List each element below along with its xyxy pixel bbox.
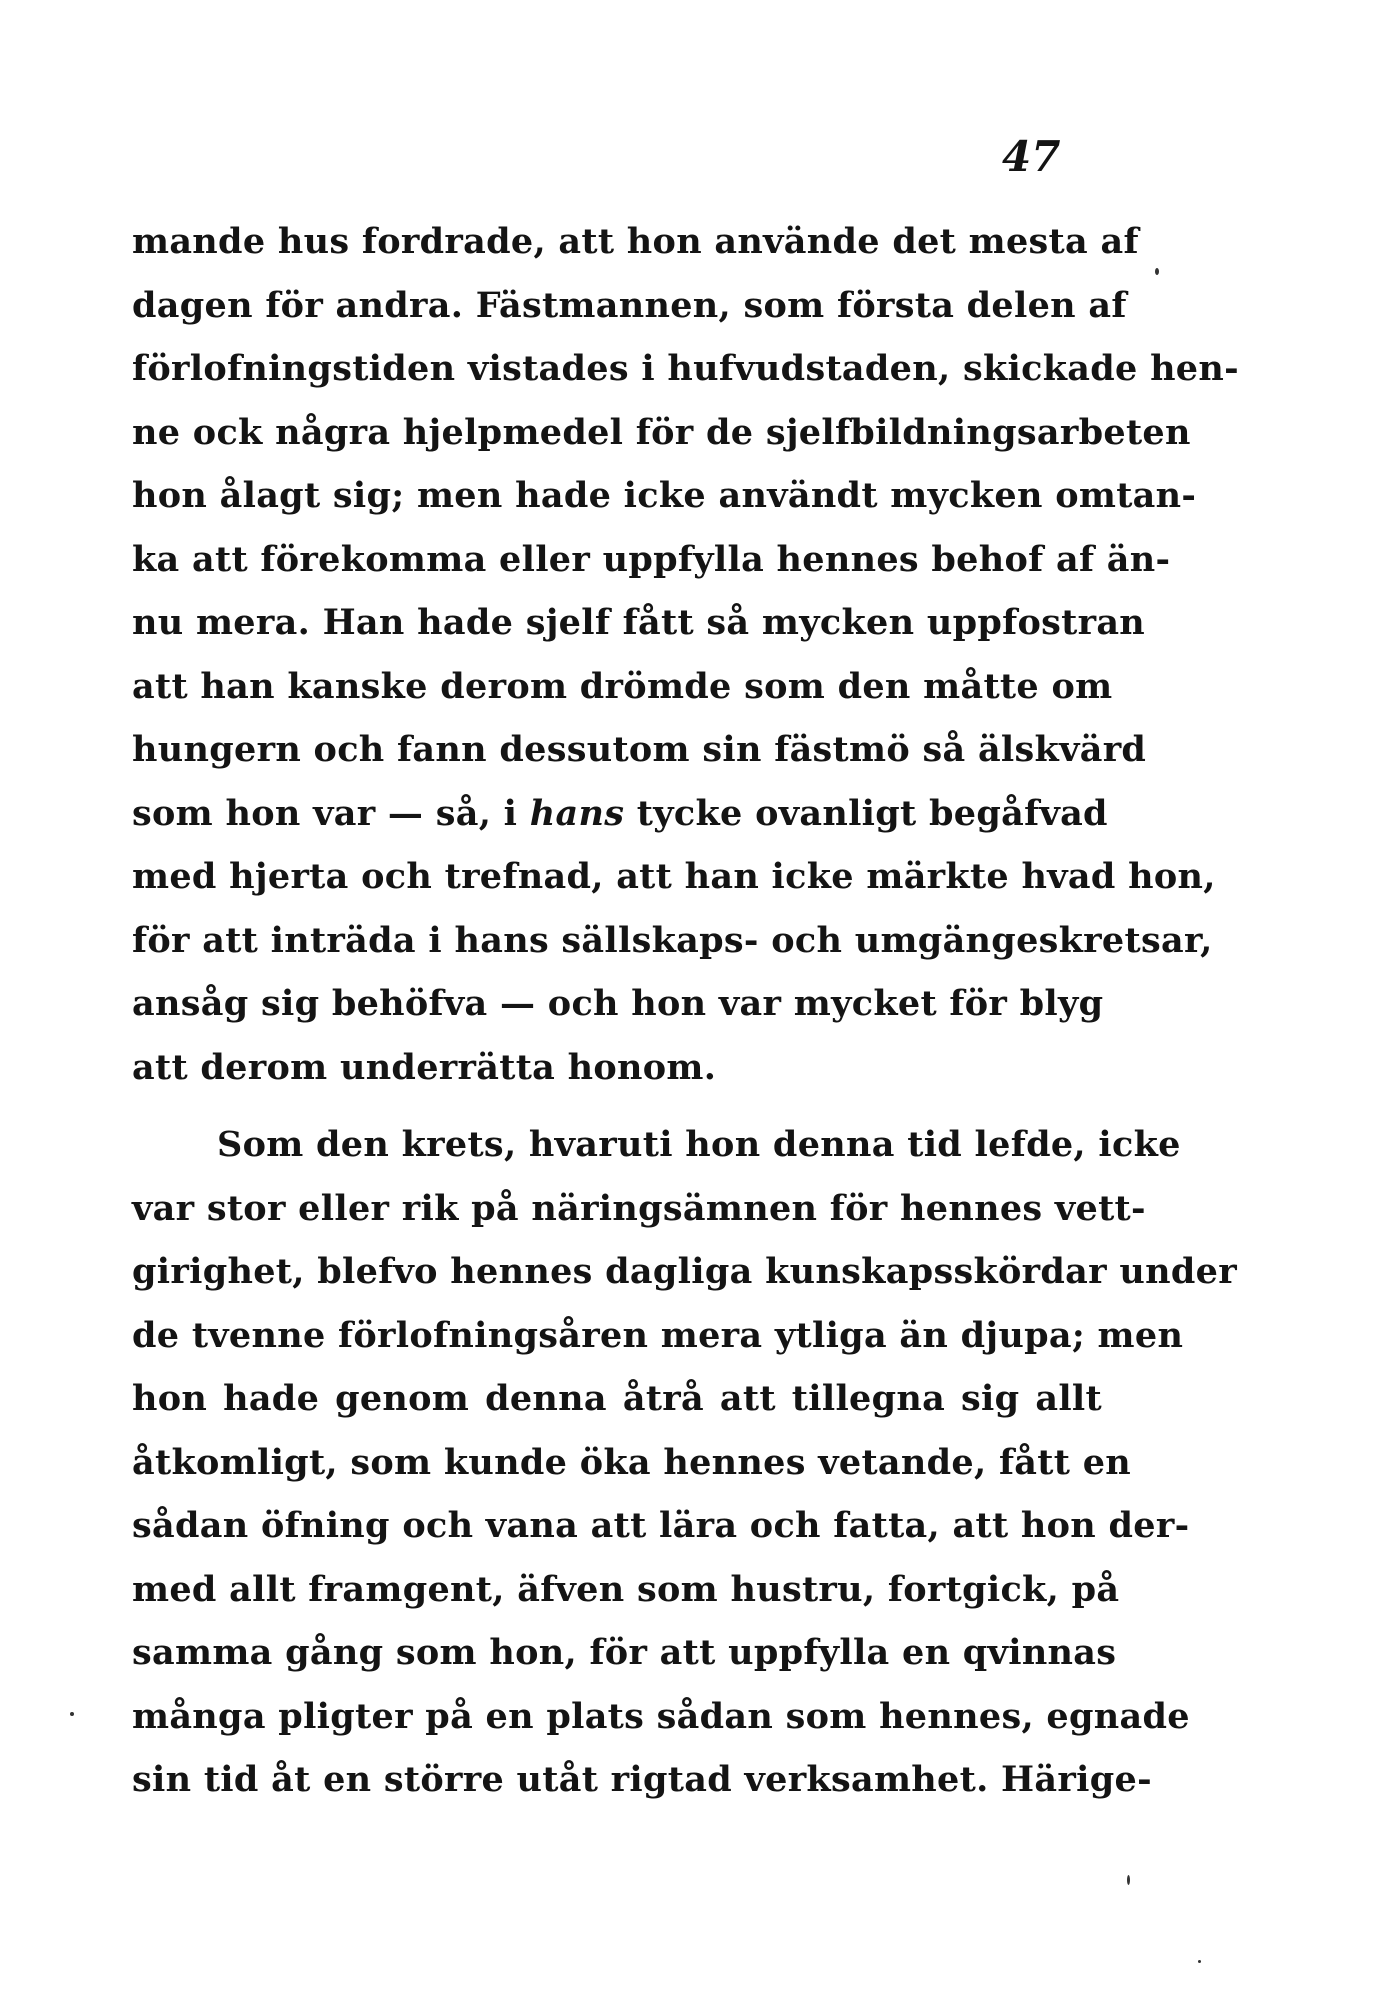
text-line-start: som hon var — så, i (132, 792, 518, 834)
text-line: för att inträda i hans sällskaps- och umgängeskretsar, (132, 919, 1213, 961)
paragraph-2 (132, 1113, 1237, 1812)
scan-speck (1198, 1960, 1201, 1963)
text-line: nu mera. Han hade sjelf fått så mycken uppfostran (132, 602, 1146, 643)
scan-speck (70, 1712, 74, 1716)
text-line: åtkomligt, som kunde öka hennes vetande, fått en (132, 1441, 1132, 1483)
text-line: ne ock några hjelpmedel för de sjelfbildningsarbeten (132, 411, 1191, 453)
text-line: Som den krets, hvaruti hon denna tid lefde, icke (217, 1124, 1181, 1165)
text-line: att derom underrätta honom. (132, 1046, 717, 1088)
text-line: med allt framgent, äfven som hustru, fortgick, på (132, 1568, 1120, 1610)
text-line: sin tid åt en större utåt rigtad verksamhet. Härige- (132, 1759, 1152, 1800)
paragraph-1 (132, 210, 1239, 1099)
text-line: med hjerta och trefnad, att han icke märkte hvad hon, (132, 856, 1216, 897)
text-line: hungern och fann dessutom sin fästmö så älskvärd (132, 729, 1147, 770)
text-line: ka att förekomma eller uppfylla hennes behof af än- (132, 538, 1171, 580)
text-line: hon ålagt sig; men hade icke användt mycken omtan- (132, 475, 1197, 516)
text-line: de tvenne förlofningsåren mera ytliga än djupa; men (132, 1314, 1184, 1356)
text-line: dagen för andra. Fästmannen, som första delen af (132, 284, 1127, 326)
text-line: samma gång som hon, för att uppfylla en qvinnas (132, 1632, 1117, 1673)
text-line: hon hade genom denna åtrå att tillegna sig allt (132, 1378, 1102, 1419)
text-line: var stor eller rik på näringsämnen för hennes vett- (132, 1187, 1146, 1229)
text-line: många pligter på en plats sådan som hennes, egnade (132, 1695, 1190, 1737)
text-line-end: tycke ovanligt begåfvad (636, 792, 1108, 834)
text-line: att han kanske derom drömde som den måtte om (132, 665, 1113, 707)
scan-speck (1127, 1875, 1130, 1885)
page-number: 47 (1002, 132, 1061, 181)
text-line: girighet, blefvo hennes dagliga kunskapsskördar under (132, 1251, 1237, 1292)
italic-emphasis: hans (529, 792, 625, 834)
text-line: mande hus fordrade, att hon använde det mesta af (132, 221, 1139, 262)
text-line: förlofningstiden vistades i hufvudstaden, skickade hen- (132, 348, 1239, 389)
text-line: sådan öfning och vana att lära och fatta, att hon der- (132, 1505, 1190, 1546)
text-line-with-emphasis (132, 782, 1108, 846)
scan-speck (1155, 268, 1159, 275)
text-line: ansåg sig behöfva — och hon var mycket för blyg (132, 983, 1104, 1024)
